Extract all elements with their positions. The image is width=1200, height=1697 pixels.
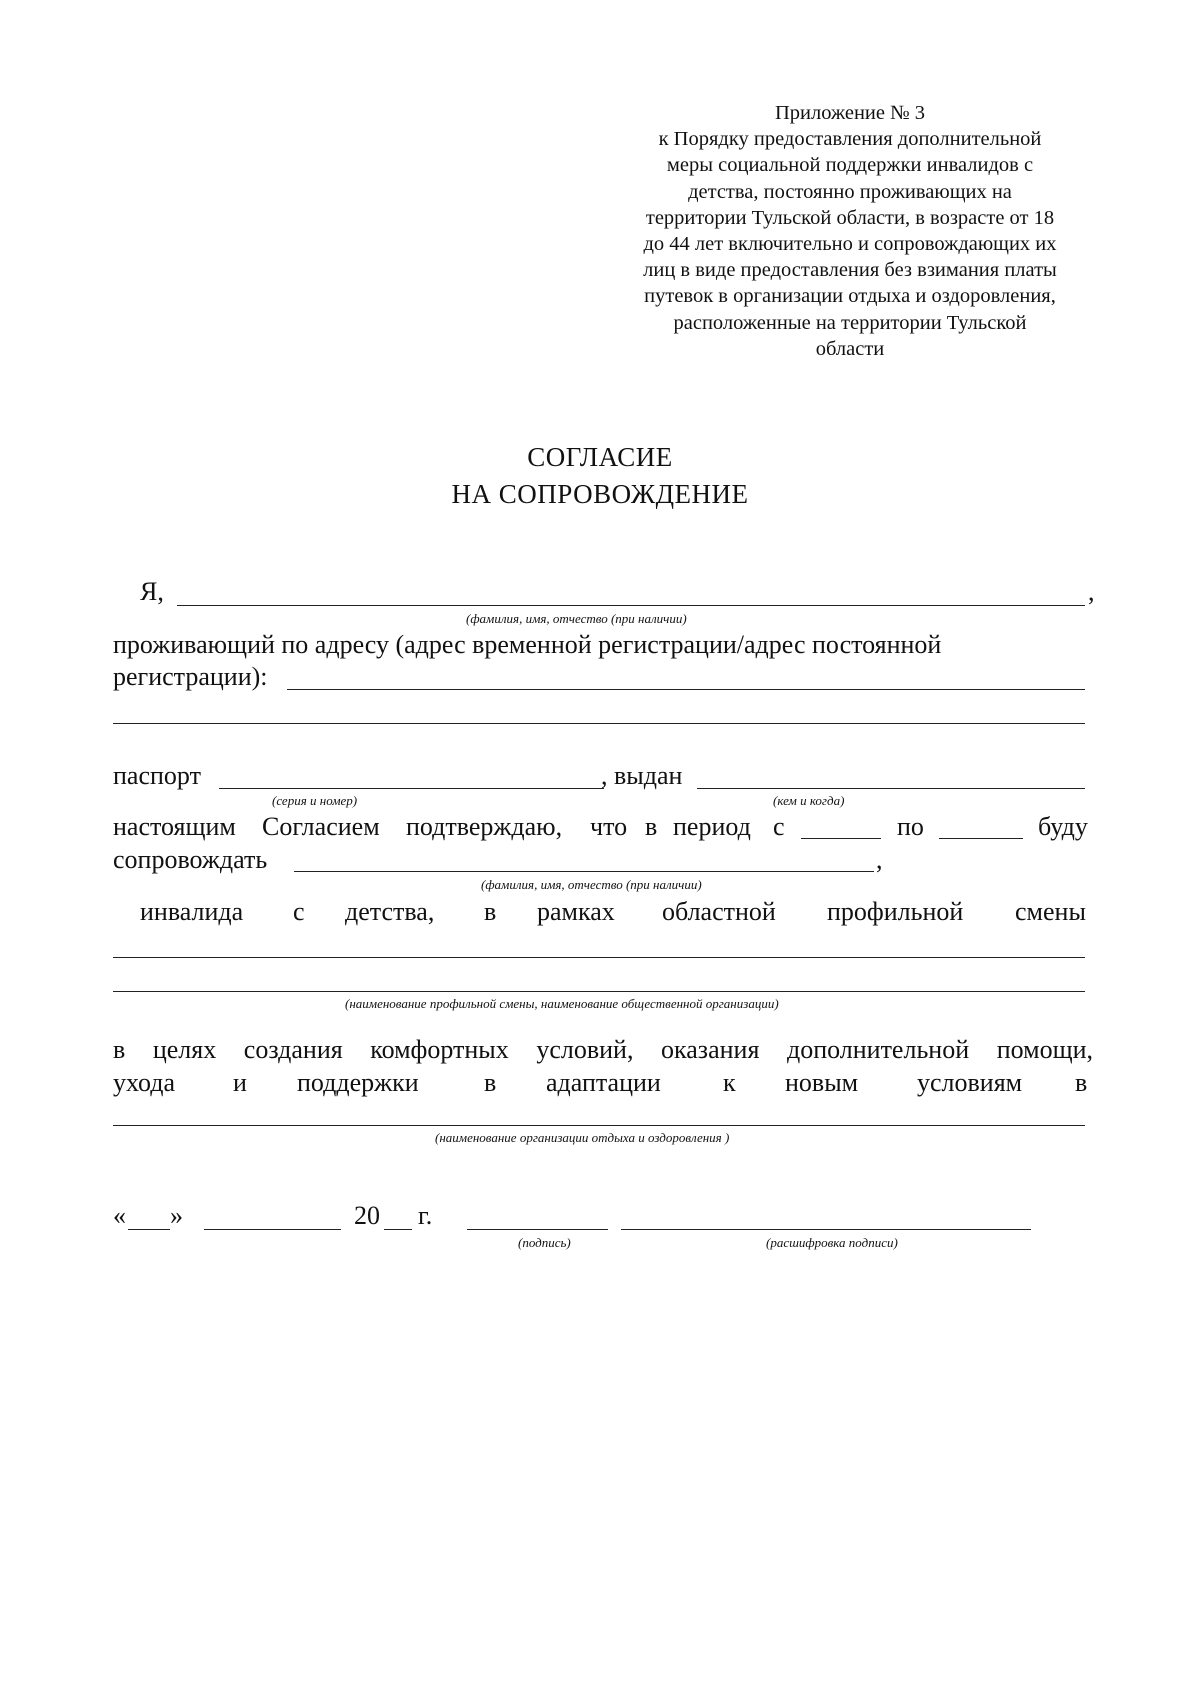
care-word: в <box>1075 1068 1088 1097</box>
header-line: области <box>815 337 885 360</box>
confirm-word: настоящим <box>113 812 236 841</box>
confirm-word: в <box>645 812 658 841</box>
issued-label: , выдан <box>601 761 683 790</box>
care-word: адаптации <box>546 1068 661 1097</box>
address-input-line[interactable] <box>287 689 1085 690</box>
shift-input-line[interactable] <box>113 957 1085 958</box>
invalid-word: профильной <box>827 897 964 926</box>
quote-open: « <box>113 1201 126 1230</box>
fio-input-line[interactable] <box>177 605 1085 606</box>
header-line: к Порядку предоставления дополнительной <box>658 128 1042 151</box>
address-label: проживающий по адресу (адрес временной регистрации/адрес постоянной <box>113 630 942 659</box>
invalid-word: инвалида <box>140 897 244 926</box>
confirm-word: что <box>590 812 628 841</box>
invalid-word: рамках <box>537 897 615 926</box>
confirm-word: период <box>673 812 751 841</box>
signature-decode-caption: (расшифровка подписи) <box>766 1235 898 1250</box>
confirm-word: с <box>773 812 785 841</box>
care-word: в <box>484 1068 497 1097</box>
document-title-line1: СОГЛАСИЕ <box>527 442 673 472</box>
address-input-line-2[interactable] <box>113 723 1085 724</box>
invalid-word: смены <box>1015 897 1086 926</box>
invalid-word: в <box>484 897 497 926</box>
header-line: до 44 лет включительно и сопровождающих их <box>643 233 1057 256</box>
appendix-header <box>620 100 1080 362</box>
fio-comma: , <box>1088 577 1095 606</box>
period-from-input-line[interactable] <box>801 838 881 839</box>
care-word: условиям <box>917 1068 1023 1097</box>
care-word: ухода <box>113 1068 176 1097</box>
invalid-word: детства, <box>345 897 435 926</box>
issued-caption: (кем и когда) <box>773 793 845 808</box>
year-suffix: г. <box>418 1201 433 1230</box>
signature-caption: (подпись) <box>518 1235 571 1250</box>
accompany-comma: , <box>876 845 883 874</box>
header-line: меры социальной поддержки инвалидов с <box>666 154 1034 177</box>
month-input-line[interactable] <box>204 1229 341 1230</box>
confirm-word: Согласием <box>262 812 380 841</box>
fio-caption-2: (фамилия, имя, отчество (при наличии) <box>481 877 702 892</box>
organization-caption: (наименование организации отдыха и оздоровления ) <box>435 1130 730 1145</box>
shift-caption: (наименование профильной смены, наименование общественной организации) <box>345 996 779 1011</box>
accompany-label: сопровождать <box>113 845 268 874</box>
invalid-word: с <box>293 897 305 926</box>
shift-input-line-2[interactable] <box>113 991 1085 992</box>
care-word: и <box>233 1068 247 1097</box>
header-line: путевок в организации отдыха и оздоровления, <box>644 285 1056 308</box>
document-title-line2: НА СОПРОВОЖДЕНИЕ <box>451 479 749 509</box>
po-label: по <box>897 812 924 841</box>
care-word: к <box>723 1068 736 1097</box>
quote-close: » <box>170 1201 183 1230</box>
year-input-line[interactable] <box>384 1229 412 1230</box>
organization-input-line[interactable] <box>113 1125 1085 1126</box>
goals-line: в целях создания комфортных условий, оказания дополнительной помощи, <box>113 1035 1093 1064</box>
header-line: лиц в виде предоставления без взимания платы <box>643 259 1057 282</box>
registration-label: регистрации): <box>113 662 268 691</box>
header-line: Приложение № 3 <box>774 102 926 124</box>
budu-label: буду <box>1038 812 1088 841</box>
header-line: расположенные на территории Тульской <box>673 311 1027 334</box>
day-input-line[interactable] <box>128 1229 170 1230</box>
care-word: новым <box>785 1068 859 1097</box>
accompanied-fio-input-line[interactable] <box>294 871 874 872</box>
signature-input-line[interactable] <box>467 1229 608 1230</box>
confirm-word: подтверждаю, <box>406 812 563 841</box>
passport-input-line[interactable] <box>219 788 604 789</box>
invalid-word: областной <box>662 897 776 926</box>
issued-input-line[interactable] <box>697 788 1085 789</box>
fio-caption: (фамилия, имя, отчество (при наличии) <box>466 611 687 626</box>
header-line: территории Тульской области, в возрасте от 18 <box>645 206 1055 229</box>
series-caption: (серия и номер) <box>272 793 358 808</box>
care-word: поддержки <box>297 1068 419 1097</box>
signature-decode-input-line[interactable] <box>621 1229 1031 1230</box>
passport-label: паспорт <box>113 761 201 790</box>
period-to-input-line[interactable] <box>939 838 1023 839</box>
header-line: детства, постоянно проживающих на <box>688 180 1012 203</box>
ya-label: Я, <box>140 577 164 606</box>
year-prefix: 20 <box>354 1201 380 1230</box>
